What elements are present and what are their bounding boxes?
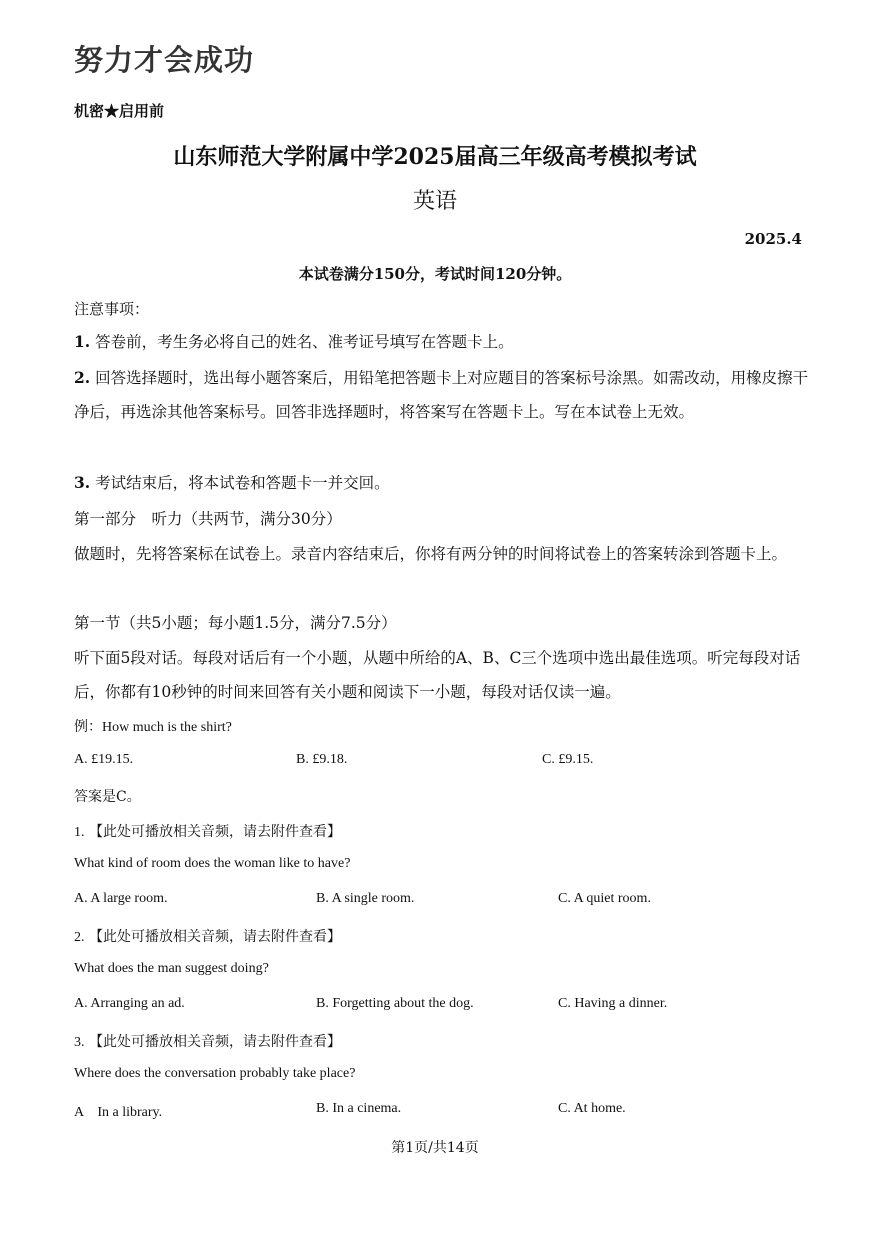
question-3-text: Where does the conversation probably take place?: [74, 1066, 356, 1081]
note-number: 2.: [74, 368, 91, 387]
exam-info: 本试卷满分150分，考试时间120分钟。: [298, 265, 572, 283]
note-3: [74, 466, 812, 500]
note-1: [74, 325, 812, 359]
example-option-c: C. £9.15.: [542, 752, 594, 767]
audio-note: 【此处可播放相关音频，请去附件查看】: [88, 824, 341, 840]
page-footer: 第1页/共14页: [391, 1140, 479, 1156]
audio-note: 【此处可播放相关音频，请去附件查看】: [88, 929, 341, 945]
note-2: [74, 361, 812, 429]
notes-heading: 注意事项：: [74, 300, 150, 318]
exam-title: 山东师范大学附属中学2025届高三年级高考模拟考试: [173, 144, 697, 170]
question-1-audio: [74, 821, 341, 841]
question-2-option-b: B. Forgetting about the dog.: [316, 996, 474, 1011]
example-answer: 答案是C。: [74, 789, 141, 805]
example-option-b: B. £9.18.: [296, 752, 348, 767]
example-question-text: How much is the shirt?: [102, 720, 232, 735]
question-2-option-c: C. Having a dinner.: [558, 996, 668, 1011]
question-number: 3.: [74, 1035, 85, 1050]
section1-instructions: 听下面5段对话。每段对话后有一个小题，从题中所给的A、B、C三个选项中选出最佳选项。听完每段对话后，你都有10秒钟的时间来回答有关小题和阅读下一小题，每段对话仅读一遍。: [74, 649, 801, 701]
question-1-option-c: C. A quiet room.: [558, 891, 651, 906]
question-2-audio: [74, 926, 341, 946]
exam-date: 2025.4: [744, 230, 802, 248]
question-3-audio: [74, 1031, 341, 1051]
question-3-option-a: A In a library.: [74, 1105, 163, 1120]
part1-heading: 第一部分 听力（共两节，满分30分）: [74, 510, 342, 528]
example-option-a: A. £19.15.: [74, 752, 134, 767]
question-2-text: What does the man suggest doing?: [74, 961, 269, 976]
question-3-option-c: C. At home.: [558, 1101, 626, 1116]
question-1-option-a: A. A large room.: [74, 891, 168, 906]
question-1-option-b: B. A single room.: [316, 891, 415, 906]
note-number: 1.: [74, 332, 91, 351]
question-3-option-b: B. In a cinema.: [316, 1101, 402, 1116]
question-2-option-a: A. Arranging an ad.: [74, 996, 185, 1011]
note-text: 答卷前，考生务必将自己的姓名、准考证号填写在答题卡上。: [95, 333, 514, 351]
question-number: 1.: [74, 825, 85, 840]
note-number: 3.: [74, 473, 91, 492]
note-text: 考试结束后，将本试卷和答题卡一并交回。: [95, 474, 390, 492]
confidential-label: 机密★启用前: [74, 102, 165, 120]
note-text: 回答选择题时，选出每小题答案后，用铅笔把答题卡上对应题目的答案标号涂黑。如需改动，用橡皮擦干净后，再选涂其他答案标号。回答非选择题时，将答案写在答题卡上。写在本试卷上无效。: [74, 369, 809, 421]
subject-title: 英语: [412, 189, 457, 214]
example-question: [74, 716, 232, 736]
example-prefix: 例：: [74, 719, 102, 735]
audio-note: 【此处可播放相关音频，请去附件查看】: [88, 1034, 341, 1050]
part1-instructions: 做题时，先将答案标在试卷上。录音内容结束后，你将有两分钟的时间将试卷上的答案转涂到答题卡上。: [74, 545, 788, 563]
question-number: 2.: [74, 930, 85, 945]
banner-text: 努力才会成功: [74, 43, 255, 77]
section1-heading: 第一节（共5小题；每小题1.5分，满分7.5分）: [74, 614, 397, 632]
question-1-text: What kind of room does the woman like to have?: [74, 856, 351, 871]
